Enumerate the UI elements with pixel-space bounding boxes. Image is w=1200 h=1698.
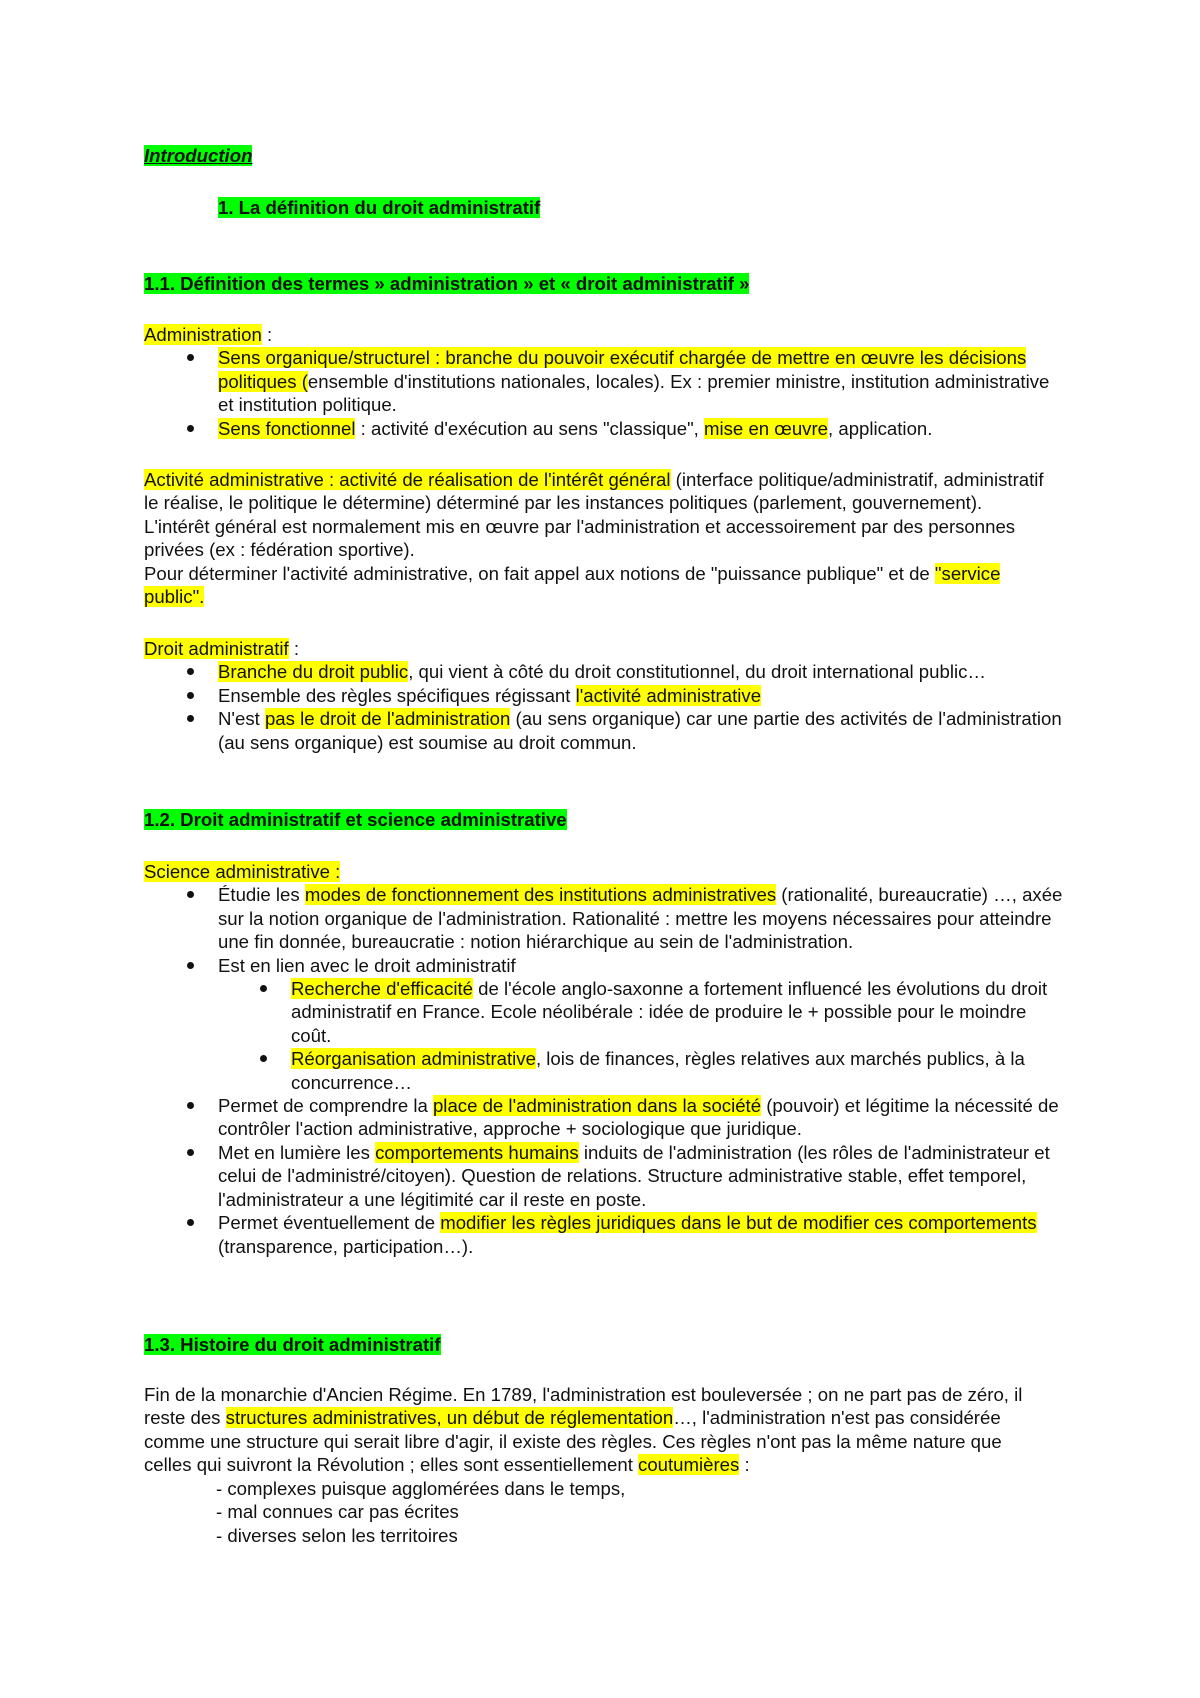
introduction-heading: Introduction <box>144 145 253 166</box>
list-item: Sens fonctionnel : activité d'exécution au sens "classique", mise en œuvre, application. <box>218 417 1064 440</box>
science-administrative-block <box>144 860 1064 1258</box>
list-item: - diverses selon les territoires <box>216 1524 458 1546</box>
list-item: Branche du droit public, qui vient à côté du droit constitutionnel, du droit international public… <box>218 660 1064 683</box>
histoire-dash-list <box>216 1477 625 1547</box>
droit-label: Droit administratif : <box>144 638 299 659</box>
list-item: Met en lumière les comportements humains induits de l'administration (les rôles de l'administrateur et celui de l'administré/citoyen). Question de relations. Structure administrative stable, effet temporel, l'administrateur a une légitimité car il reste en poste. <box>218 1141 1064 1211</box>
list-item: Sens organique/structurel : branche du pouvoir exécutif chargée de mettre en œuvre les décisions politiques (ensemble d'institutions nationales, locales). Ex : premier ministre, institution administrative et institution politique. <box>218 346 1064 416</box>
droit-list <box>218 660 1064 754</box>
list-item: N'est pas le droit de l'administration (au sens organique) car une partie des activités de l'administration (au sens organique) est soumise au droit commun. <box>218 707 1064 754</box>
list-item: - complexes puisque agglomérées dans le temps, <box>216 1478 626 1499</box>
section-1-1-title: 1.1. Définition des termes » administration » et « droit administratif » <box>144 273 750 294</box>
list-item: Est en lien avec le droit administratif Recherche d'efficacité de l'école anglo-saxonne a fortement influencé les évolutions du droit administratif en France. Ecole néolibérale : idée de produire le + possible pour le moindre coût. Réorganisation administrative, lois de finances, règles relatives aux marchés publics, à la concurrence… <box>218 954 1064 1094</box>
histoire-paragraph: Fin de la monarchie d'Ancien Régime. En 1789, l'administration est bouleversée ; on ne part pas de zéro, il reste des structures administratives, un début de réglementation…, l'administration n'est pas considérée comme une structure qui serait libre d'agir, il existe des règles. Ces règles n'ont pas la même nature que celles qui suivront la Révolution ; elles sont essentiellement coutumières : <box>144 1384 1023 1476</box>
activite-paragraph: Activité administrative : activité de réalisation de l'intérêt général (interface politique/administratif, administratif le réalise, le politique le détermine) déterminé par les instances politiques (parlement, gouvernement). L'intérêt général est normalement mis en œuvre par l'administration et accessoirement par des personnes privées (ex : fédération sportive). Pour déterminer l'activité administrative, on fait appel aux notions de "puissance publique" et de "service public". <box>144 469 1044 608</box>
list-item: Étudie les modes de fonctionnement des institutions administratives (rationalité, bureaucratie) …, axée sur la notion organique de l'administration. Rationalité : mettre les moyens nécessaires pour atteindre une fin donnée, bureaucratie : notion hiérarchique au sein de l'administration. <box>218 884 1063 953</box>
section-1-2-title: 1.2. Droit administratif et science administrative <box>144 809 567 830</box>
administration-list <box>218 346 1064 440</box>
science-label: Science administrative : <box>144 861 341 882</box>
section-1-3-title: 1.3. Histoire du droit administratif <box>144 1334 441 1355</box>
administration-block <box>144 323 1064 440</box>
administration-label: Administration : <box>144 324 273 345</box>
list-item: Ensemble des règles spécifiques régissant l'activité administrative <box>218 684 1064 707</box>
list-item: Réorganisation administrative, lois de finances, règles relatives aux marchés publics, à la concurrence… <box>291 1047 1064 1094</box>
droit-administratif-block <box>144 637 1064 754</box>
science-sublist <box>291 977 1064 1094</box>
section-1-title: 1. La définition du droit administratif <box>218 197 541 218</box>
science-list <box>218 883 1064 1258</box>
list-item: Permet éventuellement de modifier les règles juridiques dans le but de modifier ces comportements (transparence, participation…). <box>218 1211 1064 1258</box>
list-item: - mal connues car pas écrites <box>216 1501 459 1523</box>
list-item: Recherche d'efficacité de l'école anglo-saxonne a fortement influencé les évolutions du droit administratif en France. Ecole néolibérale : idée de produire le + possible pour le moindre coût. <box>291 977 1064 1047</box>
list-item: Permet de comprendre la place de l'administration dans la société (pouvoir) et légitime la nécessité de contrôler l'action administrative, approche + sociologique que juridique. <box>218 1094 1064 1141</box>
